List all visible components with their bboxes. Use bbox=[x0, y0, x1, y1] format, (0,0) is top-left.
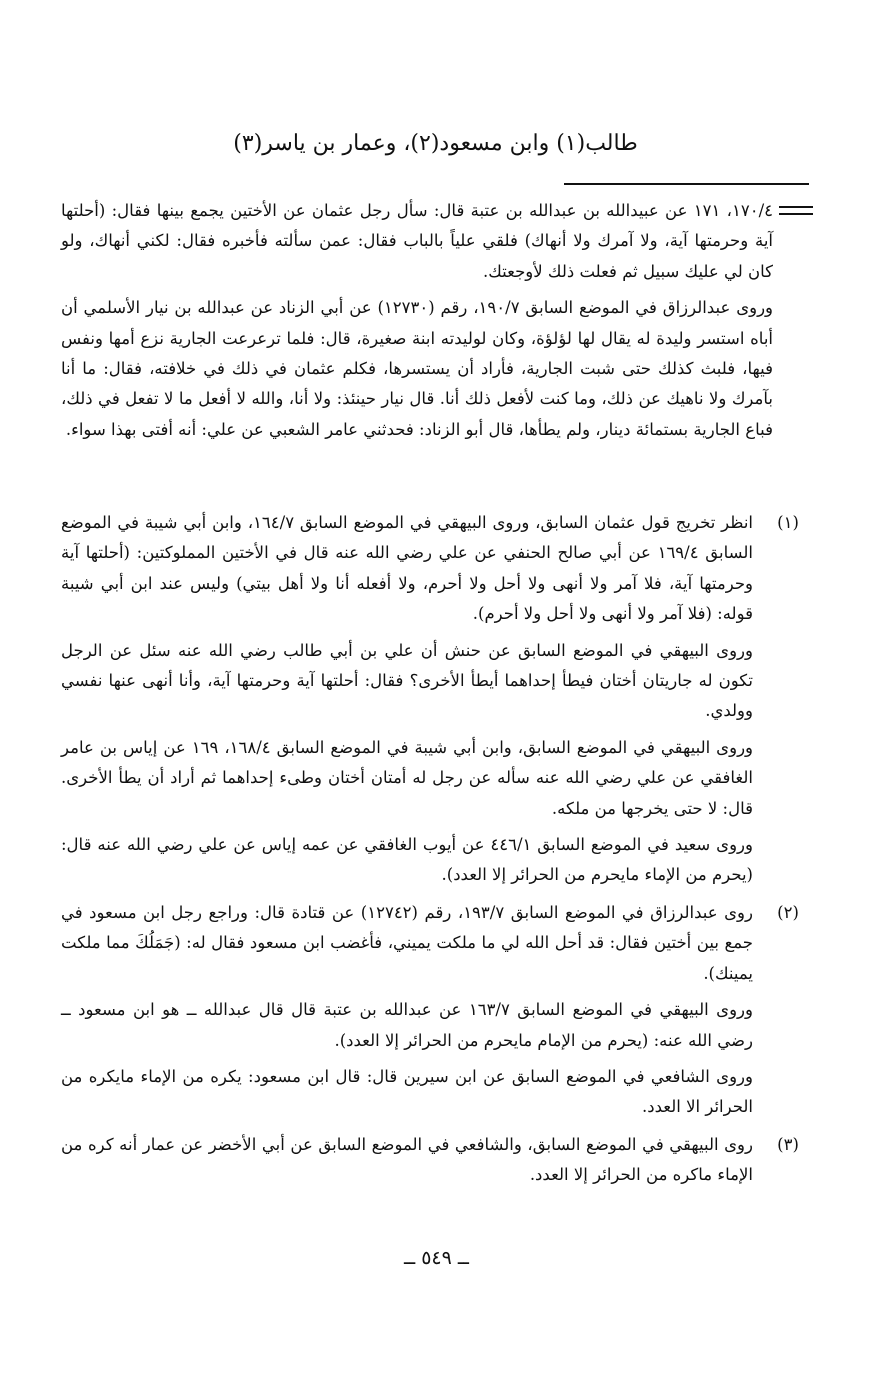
page-number: ــ ٥٤٩ ــ bbox=[404, 1247, 469, 1269]
main-text bbox=[61, 196, 773, 451]
footnote-paragraph: وروى سعيد في الموضع السابق ٤٤٦/١ عن أيوب الغافقي عن عمه إياس عن علي رضي الله عنه قال: (يحرم من الإماء مايحرم من الحرائر إلا العدد). bbox=[61, 835, 753, 885]
footnote-paragraph: وروى البيهقي في الموضع السابق عن حنش أن علي بن أبي طالب رضي الله عنه سئل عن الرجل تكون له جاريتان أختان فيطأ إحداهما أيطأ الأخرى؟ فقال: أحلتها آية وحرمتها آية، وأنا أنهى عنها نفسي وولدي. bbox=[61, 640, 753, 721]
footnote-number: (٢) bbox=[777, 902, 799, 922]
footnote-paragraph: روى عبدالرزاق في الموضع السابق ١٩٣/٧، رقم (١٢٧٤٢) عن قتادة قال: وراجع رجل ابن مسعود في جمع بين أختين فقال: قد أحل الله لي ما ملكت يميني، فأغضب ابن مسعود فقال له: (جَمَلُكَ مما ملكت يمينك). bbox=[61, 902, 753, 983]
footnote-paragraph: وروى البيهقي في الموضع السابق ١٦٣/٧ عن عبدالله بن عتبة قال قال عبدالله ــ هو ابن مسعود ــ رضي الله عنه: (يحرم من الإمام مايحرم من الحرائر إلا العدد). bbox=[61, 1000, 753, 1050]
footnote-paragraph: انظر تخريج قول عثمان السابق، وروى البيهقي في الموضع السابق ١٦٤/٧، وابن أبي شيبة في الموضع السابق ١٦٩/٤ عن أبي صالح الحنفي عن علي رضي الله عنه قال في الأختين المملوكتين: (أحلتها آية وحرمتها آية، فلا آمر ولا أنهى ولا أحل ولا أحرم، ولا أفعله أنا ولا أهل بيتي) وليس عند ابن أبي شيبة قوله: (فلا آمر ولا أنهى ولا أحل ولا أحرم). bbox=[61, 513, 754, 624]
footnote-paragraph: روى البيهقي في الموضع السابق، والشافعي في الموضع السابق عن أبي الأخضر عن عمار أنه كره من الإماء ماكره من الحرائر إلا العدد. bbox=[61, 1134, 753, 1185]
footnotes bbox=[61, 508, 813, 1198]
header-rule bbox=[564, 183, 809, 185]
footnote-paragraph: وروى البيهقي في الموضع السابق، وابن أبي شيبة في الموضع السابق ١٦٨/٤، ١٦٩ عن إياس بن عامر الغافقي عن علي رضي الله عنه سأله عن رجل له أمتان أختان وطىء إحداهما ثم أراد أن يطأ الأخرى. قال: لا حتى يخرجها من ملكه. bbox=[61, 737, 753, 818]
footnote bbox=[61, 898, 813, 1123]
footnote-number: (٣) bbox=[777, 1134, 799, 1154]
entry-marker bbox=[779, 206, 813, 220]
body-paragraph: وروى عبدالرزاق في الموضع السابق ١٩٠/٧، رقم (١٢٧٣٠) عن أبي الزناد عن عبدالله بن نيار الأسلمي أن أباه استسر وليدة له يقال لها لؤلؤة، وكان لوليدته ابنة صغيرة، قال: فلما ترعرعت الجارية نزع أمها ونفس فيها، فلبث كذلك حتى شبت الجارية، فأراد أن يستسرها، فكلم عثمان في ذلك في خلافته، فقال: ما أنا بآمرك ولا ناهيك عن ذلك، وما كنت لأفعل ذلك أنا. قال نيار حينئذ: ولا أنا، والله لا أفعل ما لا تفعل في ذلك، فباع الجارية بستمائة دينار، ولم يطأها، قال أبو الزناد: فحدثني عامر الشعبي عن علي: أنه أفتى بهذا سواء. bbox=[61, 298, 774, 439]
footnote-paragraph: وروى الشافعي في الموضع السابق عن ابن سيرين قال: قال ابن مسعود: يكره من الإماء مايكره من الحرائر الا العدد. bbox=[61, 1066, 753, 1117]
footnote-number: (١) bbox=[777, 513, 799, 532]
footnote bbox=[61, 1130, 813, 1191]
body-paragraph: ١٧٠/٤، ١٧١ عن عبيدالله بن عبدالله بن عتبة قال: سأل رجل عثمان عن الأختين يجمع بينها فقال: (أحلتها آية وحرمتها آية، ولا آمرك ولا أنهاك) فلقي علياً بالباب فقال: عمن سألته فأخبره فقال: لكني أنهاك، ولو كان لي عليك سبيل ثم فعلت ذلك لأوجعتك. bbox=[61, 201, 773, 281]
footnote bbox=[61, 508, 813, 891]
running-head: طالب(١) وابن مسعود(٢)، وعمار بن ياسر(٣) bbox=[233, 131, 638, 156]
